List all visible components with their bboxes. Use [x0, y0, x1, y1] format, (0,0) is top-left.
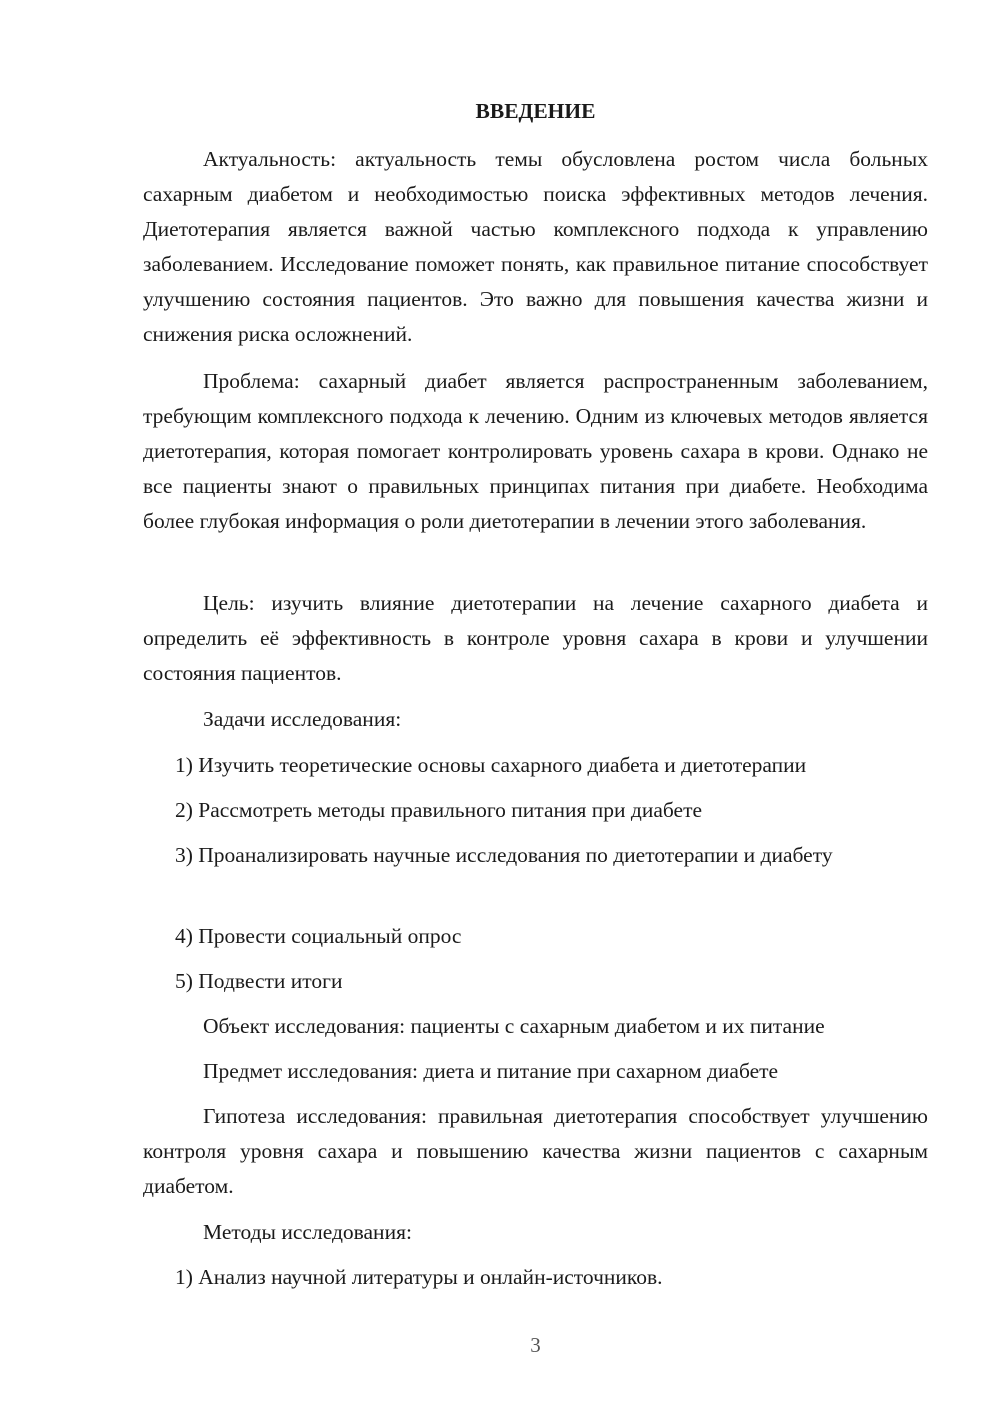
task-item-5: 5) Подвести итоги — [175, 969, 343, 993]
tasks-title: Задачи исследования: — [203, 707, 402, 731]
task-item-2: 2) Рассмотреть методы правильного питания при диабете — [175, 798, 703, 822]
task-item-4: 4) Провести социальный опрос — [175, 924, 462, 948]
task-item-3: 3) Проанализировать научные исследования по диетотерапии и диабету — [175, 843, 833, 867]
problem-paragraph: Проблема: сахарный диабет является распространенным заболеванием, требующим комплексного подхода к лечению. Одним из ключевых методов является диетотерапия, которая помогает контролировать уровень сахара в крови. Однако не все пациенты знают о правильных принципах питания при диабете. Необходима более глубокая информация о роли диетотерапии в лечении этого заболевания. — [143, 369, 928, 533]
task-item-1: 1) Изучить теоретические основы сахарного диабета и диетотерапии — [175, 753, 807, 777]
methods-title: Методы исследования: — [203, 1220, 412, 1244]
hypothesis-paragraph: Гипотеза исследования: правильная диетотерапия способствует улучшению контроля уровня сахара и повышению качества жизни пациентов с сахарным диабетом. — [143, 1104, 928, 1198]
goal-paragraph: Цель: изучить влияние диетотерапии на лечение сахарного диабета и определить её эффективность в контроле уровня сахара в крови и улучшении состояния пациентов. — [143, 591, 928, 685]
relevance-paragraph: Актуальность: актуальность темы обусловлена ростом числа больных сахарным диабетом и необходимостью поиска эффективных методов лечения. Диетотерапия является важной частью комплексного подхода к управлению заболеванием. Исследование поможет понять, как правильное питание способствует улучшению состояния пациентов. Это важно для повышения качества жизни и снижения риска осложнений. — [143, 147, 928, 346]
method-item-1: 1) Анализ научной литературы и онлайн-источников. — [175, 1265, 663, 1289]
section-heading: ВВЕДЕНИЕ — [475, 99, 596, 123]
subject-paragraph: Предмет исследования: диета и питание при сахарном диабете — [203, 1059, 779, 1083]
object-paragraph: Объект исследования: пациенты с сахарным диабетом и их питание — [203, 1014, 825, 1038]
page-number: 3 — [530, 1333, 541, 1357]
